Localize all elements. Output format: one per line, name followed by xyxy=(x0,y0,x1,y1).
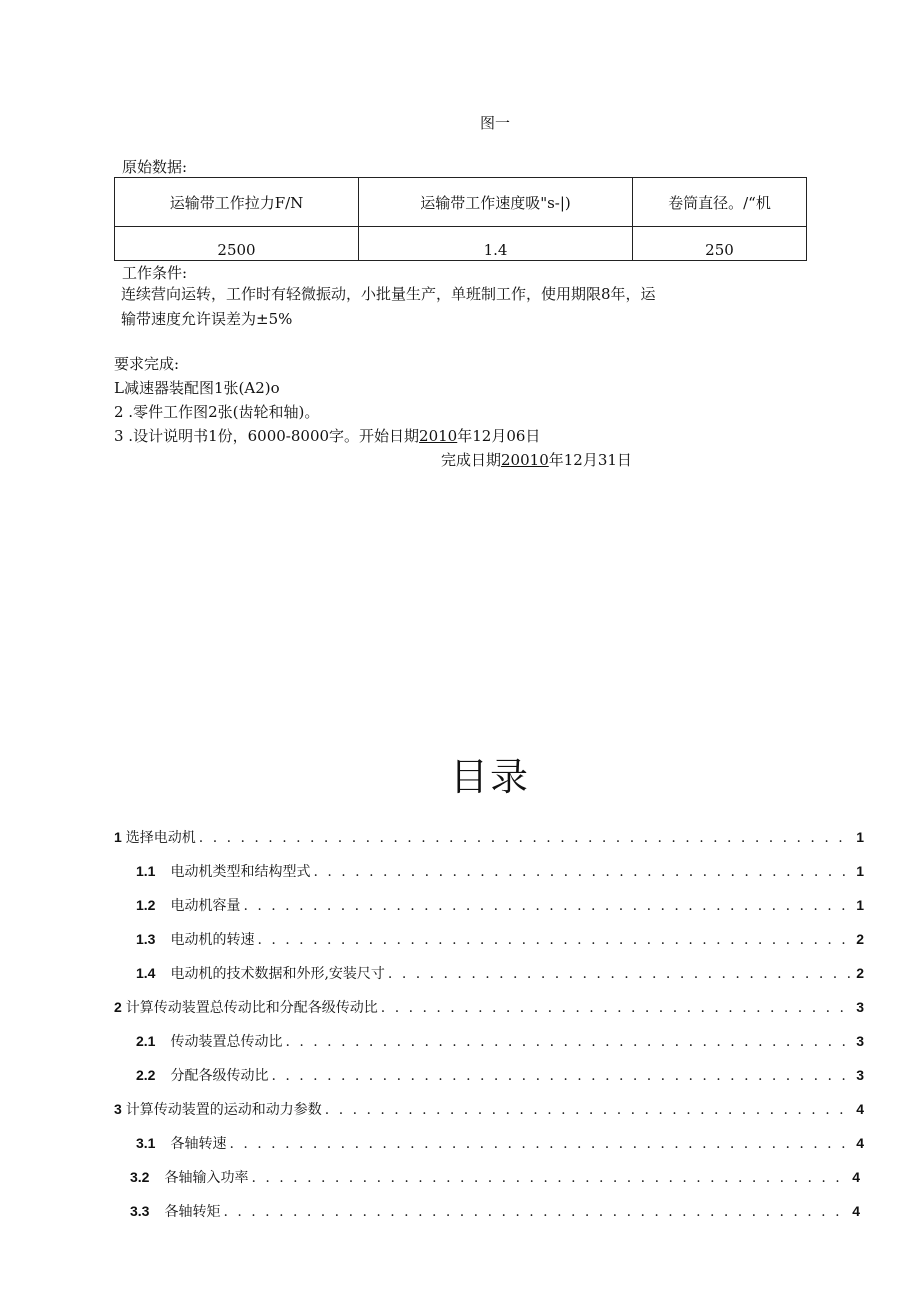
table-header-row xyxy=(115,178,807,227)
toc-entry-number: 1.3 xyxy=(136,931,156,947)
start-date-suffix: 年12月06日 xyxy=(457,427,541,445)
requirements-label: 要求完成: xyxy=(114,355,180,373)
value-drum-diameter: 250 xyxy=(633,227,807,261)
toc-entry[interactable] xyxy=(136,895,864,915)
toc-dot-leader xyxy=(229,1134,853,1154)
toc-entry-number: 1.1 xyxy=(136,863,156,879)
toc-entry[interactable] xyxy=(136,963,864,983)
toc-entry-page: 3 xyxy=(856,1033,864,1049)
toc-dot-leader xyxy=(257,930,853,950)
toc-entry-label: 计算传动装置的运动和动力参数 xyxy=(125,1102,322,1118)
toc-entry-page: 3 xyxy=(856,999,864,1015)
finish-date-suffix: 年12月31日 xyxy=(548,451,632,469)
toc-entry-number: 3 xyxy=(114,1101,122,1117)
toc-dot-leader xyxy=(285,1032,853,1052)
toc-dot-leader xyxy=(381,998,853,1018)
toc-title: 目录 xyxy=(449,755,530,799)
figure-caption: 图一 xyxy=(479,114,510,132)
finish-date-line xyxy=(441,450,632,470)
toc-dot-leader xyxy=(388,964,853,984)
toc-entry-label: 各轴输入功率 xyxy=(164,1170,249,1186)
toc-entry-label: 电动机容量 xyxy=(170,898,241,914)
header-drum-diameter: 卷筒直径。/“机 xyxy=(633,178,807,227)
toc-entry-number: 2.1 xyxy=(136,1033,156,1049)
toc-entry[interactable] xyxy=(130,1201,860,1221)
toc-entry-label: 电动机类型和结构型式 xyxy=(170,864,311,880)
toc-entry[interactable] xyxy=(114,1099,864,1119)
toc-dot-leader xyxy=(271,1066,853,1086)
toc-entry-label: 计算传动装置总传动比和分配各级传动比 xyxy=(125,1000,378,1016)
finish-year: 20010 xyxy=(501,451,549,469)
toc-entry[interactable] xyxy=(136,1031,864,1051)
toc-entry[interactable] xyxy=(114,997,864,1017)
toc-entry-label: 传动装置总传动比 xyxy=(170,1034,283,1050)
toc-dot-leader xyxy=(243,896,853,916)
toc-entry-label: 各轴转矩 xyxy=(164,1204,221,1220)
toc-entry-number: 1.4 xyxy=(136,965,156,981)
original-data-table xyxy=(114,177,807,261)
toc-entry-label: 电动机的转速 xyxy=(170,932,255,948)
toc-entry[interactable] xyxy=(130,1167,860,1187)
requirement-item-3 xyxy=(114,426,540,446)
toc-entry-page: 4 xyxy=(852,1203,860,1219)
toc-entry-number: 1 xyxy=(114,829,122,845)
toc-entry-number: 2.2 xyxy=(136,1067,156,1083)
header-belt-speed: 运输带工作速度吸"s-|) xyxy=(359,178,633,227)
toc-entry[interactable] xyxy=(136,929,864,949)
toc-entry-number: 3.2 xyxy=(130,1169,150,1185)
toc-entry-page: 1 xyxy=(856,829,864,845)
toc-entry-page: 4 xyxy=(852,1169,860,1185)
toc-dot-leader xyxy=(313,862,853,882)
start-year: 2010 xyxy=(419,427,458,445)
toc-entry-page: 1 xyxy=(856,897,864,913)
finish-date-prefix: 完成日期 xyxy=(441,451,502,469)
requirement-item-1: L减速器装配图1张(A2)o xyxy=(114,379,280,397)
toc-entry[interactable] xyxy=(136,861,864,881)
toc-entry-page: 4 xyxy=(856,1101,864,1117)
toc-entry-label: 选择电动机 xyxy=(125,830,196,846)
toc-entry[interactable] xyxy=(136,1065,864,1085)
toc-dot-leader xyxy=(251,1168,849,1188)
toc-entry-number: 1.2 xyxy=(136,897,156,913)
toc-entry-page: 3 xyxy=(856,1067,864,1083)
toc-dot-leader xyxy=(199,828,853,848)
work-conditions-line1: 连续营向运转，工作时有轻微振动，小批量生产，单班制工作，使用期限8年，运 xyxy=(121,285,656,303)
toc-dot-leader xyxy=(325,1100,853,1120)
toc-entry[interactable] xyxy=(114,827,864,847)
toc-entry-page: 1 xyxy=(856,863,864,879)
toc-dot-leader xyxy=(223,1202,849,1222)
table-value-row xyxy=(115,227,807,261)
requirement-item-3-prefix: 3 .设计说明书1份，6000-8000字。开始日期 xyxy=(114,427,420,445)
value-belt-force: 2500 xyxy=(115,227,359,261)
toc-entry-page: 4 xyxy=(856,1135,864,1151)
toc-entry-label: 分配各级传动比 xyxy=(170,1068,269,1084)
work-conditions-line2: 输带速度允许误差为±5% xyxy=(121,310,293,328)
toc-entry-number: 3.3 xyxy=(130,1203,150,1219)
toc-entry[interactable] xyxy=(136,1133,864,1153)
toc-entry-page: 2 xyxy=(856,931,864,947)
work-conditions-label: 工作条件: xyxy=(122,264,188,282)
toc-entry-number: 3.1 xyxy=(136,1135,156,1151)
toc-entry-label: 各轴转速 xyxy=(170,1136,227,1152)
toc-entry-number: 2 xyxy=(114,999,122,1015)
value-belt-speed: 1.4 xyxy=(359,227,633,261)
toc-entry-page: 2 xyxy=(856,965,864,981)
original-data-label: 原始数据: xyxy=(122,158,188,176)
header-belt-force: 运输带工作拉力F/N xyxy=(115,178,359,227)
toc-entry-label: 电动机的技术数据和外形,安装尺寸 xyxy=(170,966,385,982)
requirement-item-2: 2 .零件工作图2张(齿轮和轴)。 xyxy=(114,403,320,421)
